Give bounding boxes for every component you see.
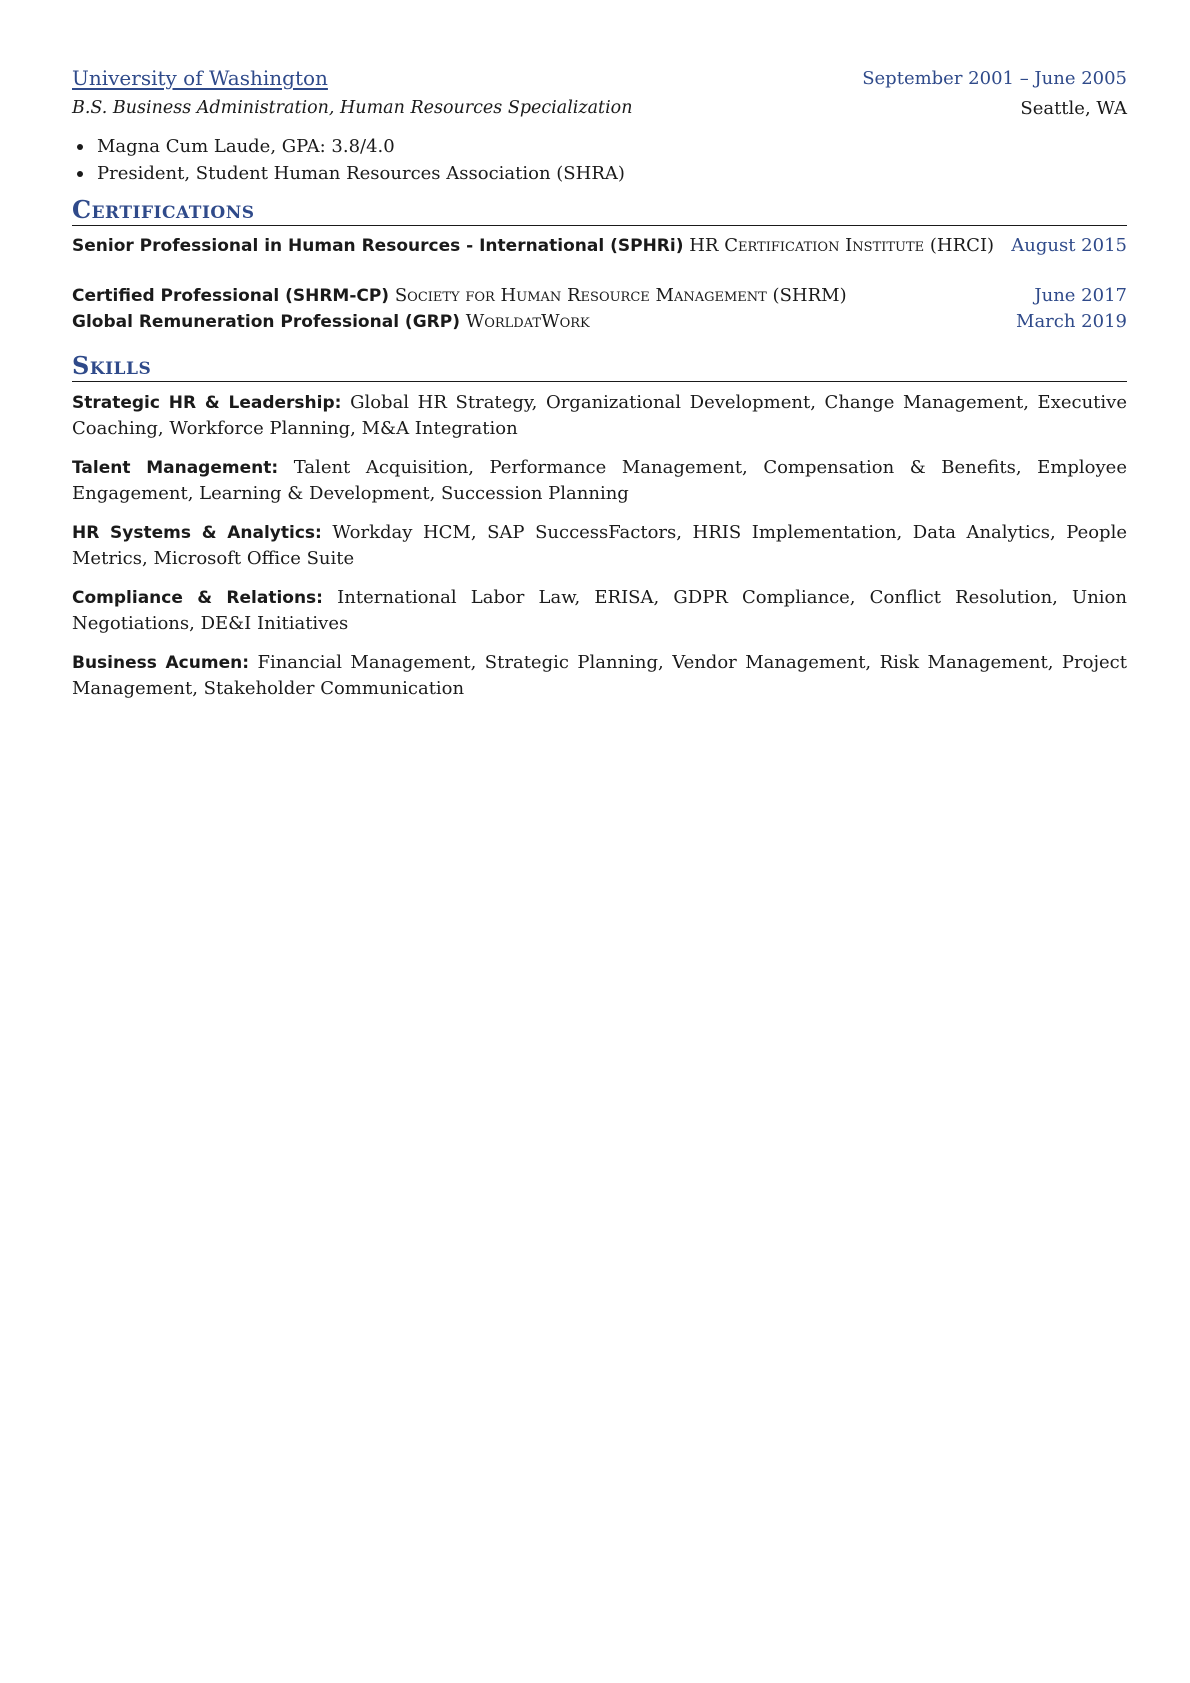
skill-paragraph bbox=[72, 520, 1127, 572]
certification-title: Global Remuneration Professional (GRP) bbox=[72, 312, 460, 332]
degree: B.S. Business Administration, Human Resources Specialization bbox=[72, 98, 633, 118]
certification-item bbox=[72, 309, 1127, 335]
skill-paragraph bbox=[72, 390, 1127, 442]
school-link[interactable]: University of Washington bbox=[72, 66, 328, 90]
education-bullets bbox=[72, 133, 625, 187]
bullet-icon bbox=[77, 171, 83, 177]
skill-label: Business Acumen: bbox=[72, 653, 250, 673]
skill-label: Strategic HR & Leadership: bbox=[72, 393, 342, 413]
certification-date: June 2017 bbox=[1034, 285, 1127, 306]
list-item bbox=[72, 160, 625, 187]
bullet-text: Magna Cum Laude, GPA: 3.8/4.0 bbox=[97, 136, 395, 157]
skill-text: International Labor Law, ERISA, GDPR Compliance, Conflict Resolution, Union Negotiations, DE&I Initiatives bbox=[72, 587, 1127, 634]
certification-item bbox=[72, 233, 1127, 259]
skill-text: Global HR Strategy, Organizational Development, Change Management, Executive Coaching, Workforce Planning, M&A Integration bbox=[72, 392, 1127, 439]
certification-title: Certified Professional (SHRM-CP) bbox=[72, 286, 390, 306]
certification-org: Society for Human Resource Management bbox=[394, 285, 767, 306]
skill-paragraph bbox=[72, 455, 1127, 507]
skill-text: Talent Acquisition, Performance Management, Compensation & Benefits, Employee Engagement, Learning & Development, Succession Planning bbox=[72, 457, 1127, 504]
certification-item bbox=[72, 283, 1127, 309]
certification-title: Senior Professional in Human Resources - International (SPHRi) bbox=[72, 236, 684, 256]
skill-text: Financial Management, Strategic Planning, Vendor Management, Risk Management, Project Management, Stakeholder Communication bbox=[72, 652, 1127, 699]
skill-label: Compliance & Relations: bbox=[72, 588, 323, 608]
education-location: Seattle, WA bbox=[1020, 98, 1127, 119]
section-heading-skills: Skills bbox=[72, 352, 1127, 382]
skill-text: Workday HCM, SAP SuccessFactors, HRIS Implementation, Data Analytics, People Metrics, Microsoft Office Suite bbox=[72, 522, 1127, 569]
bullet-icon bbox=[77, 144, 83, 150]
list-item bbox=[72, 133, 625, 160]
section-heading-certifications: Certifications bbox=[72, 196, 1127, 226]
education-dates: September 2001 – June 2005 bbox=[862, 68, 1127, 89]
skill-label: HR Systems & Analytics: bbox=[72, 523, 322, 543]
certification-org-suffix: (SHRM) bbox=[772, 285, 847, 306]
certification-text bbox=[72, 233, 1027, 259]
skill-label: Talent Management: bbox=[72, 458, 279, 478]
skill-paragraph bbox=[72, 650, 1127, 702]
skill-paragraph bbox=[72, 585, 1127, 637]
certification-org: HR Certification Institute bbox=[689, 235, 925, 256]
bullet-text: President, Student Human Resources Association (SHRA) bbox=[97, 163, 625, 184]
certification-org: WorldatWork bbox=[465, 311, 590, 332]
certification-org-suffix: (HRCI) bbox=[929, 235, 995, 256]
certification-date: August 2015 bbox=[1011, 235, 1127, 256]
certification-date: March 2019 bbox=[1016, 311, 1127, 332]
